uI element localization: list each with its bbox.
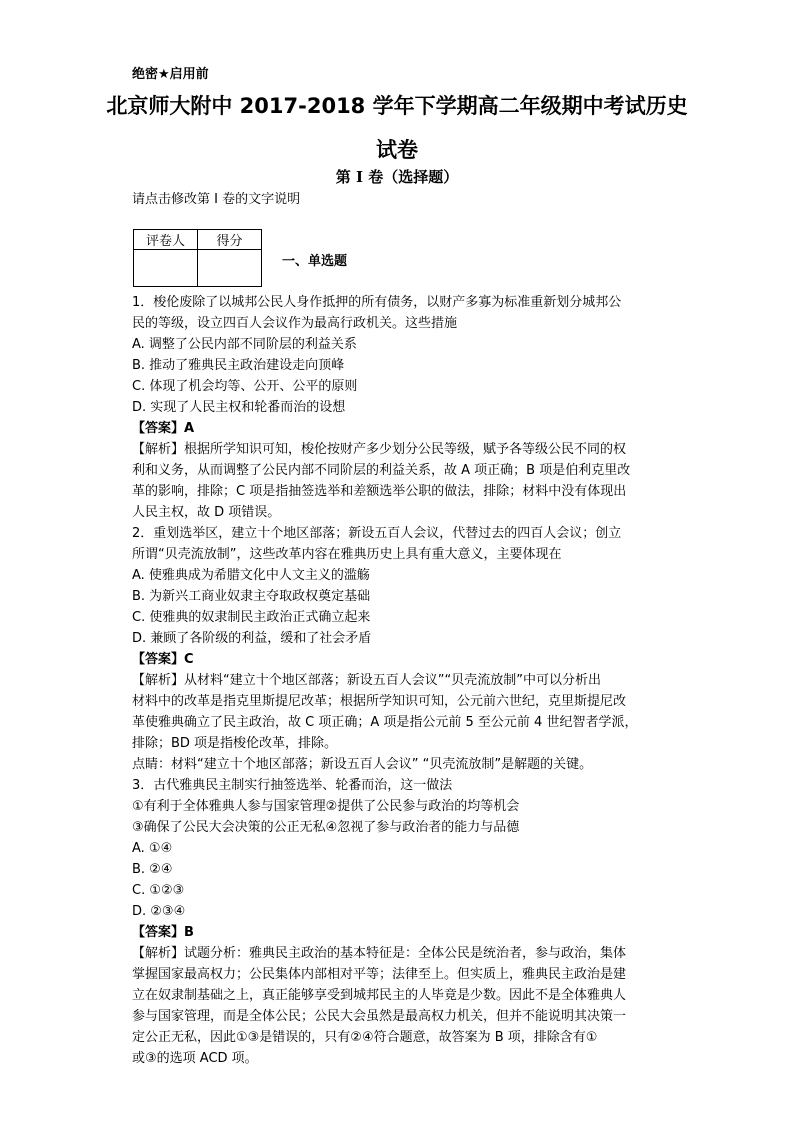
analysis-line: 利和义务，从而调整了公民内部不同阶层的利益关系，故 A 项正确；B 项是伯利克里改 [132, 463, 631, 478]
analysis-line: 革的影响，排除；C 项是指抽签选举和差额选举公职的做法，排除；材料中没有体现出 [132, 484, 627, 499]
option-line: C. ①②③ [132, 883, 185, 898]
option-line: A. ①④ [132, 841, 173, 856]
score-table-cell-score [198, 250, 262, 287]
option-line: B. 推动了雅典民主政治建设走向顶峰 [132, 358, 345, 373]
text-line: 民的等级，设立四百人会议作为最高行政机关。这些措施 [132, 316, 458, 331]
text-line: 2．重划选举区，建立十个地区部落；新设五百人会议，代替过去的四百人会议；创立 [132, 526, 622, 541]
score-table-header-grader: 评卷人 [134, 230, 198, 250]
score-table [133, 229, 262, 287]
text-line: 1．梭伦废除了以城邦公民人身作抵押的所有债务，以财产多寡为标准重新划分城邦公 [132, 295, 622, 310]
exam-title-line1: 北京师大附中 2017-2018 学年下学期高二年级期中考试历史 [106, 94, 688, 118]
analysis-line: 或③的选项 ACD 项。 [132, 1051, 258, 1066]
answer-line: 【答案】B [132, 925, 194, 940]
analysis-line: 定公正无私，因此①③是错误的，只有②④符合题意，故答案为 B 项，排除含有① [132, 1030, 598, 1045]
option-line: D. 实现了人民主权和轮番而治的设想 [132, 400, 346, 415]
analysis-line: 立在奴隶制基础之上，真正能够享受到城邦民主的人毕竟是少数。因此不是全体雅典人 [132, 988, 627, 1003]
analysis-line: 掌握国家最高权力；公民集体内部相对平等；法律至上。但实质上，雅典民主政治是建 [132, 967, 627, 982]
option-line: D. 兼顾了各阶级的利益，缓和了社会矛盾 [132, 631, 372, 646]
analysis-line: 排除；BD 项是指梭伦改革，排除。 [132, 736, 338, 751]
text-line: ①有利于全体雅典人参与国家管理②提供了公民参与政治的均等机会 [132, 799, 520, 814]
analysis-line: 【解析】试题分析：雅典民主政治的基本特征是：全体公民是统治者，参与政治，集体 [132, 946, 627, 961]
analysis-line: 【解析】从材料“建立十个地区部落；新设五百人会议”“贝壳流放制”中可以分析出 [132, 673, 601, 688]
analysis-line: 参与国家管理，而是全体公民；公民大会虽然是最高权力机关，但并不能说明其决策一 [132, 1009, 627, 1024]
analysis-line: 革使雅典确立了民主政治，故 C 项正确；A 项是指公元前 5 至公元前 4 世纪智者学派， [132, 715, 638, 730]
part-title: 第 I 卷（选择题） [335, 168, 459, 186]
analysis-line: 【解析】根据所学知识可知，梭伦按财产多少划分公民等级，赋予各等级公民不同的权 [132, 442, 627, 457]
option-line: A. 调整了公民内部不同阶层的利益关系 [132, 337, 357, 352]
score-table-header-score: 得分 [198, 230, 262, 250]
analysis-line: 人民主权，故 D 项错误。 [132, 505, 281, 520]
option-line: B. ②④ [132, 862, 173, 877]
answer-line: 【答案】C [132, 652, 194, 667]
secret-label: 绝密★启用前 [132, 67, 209, 82]
answer-line: 【答案】A [132, 421, 195, 436]
question-content [132, 292, 672, 1069]
analysis-line: 材料中的改革是指克里斯提尼改革；根据所学知识可知，公元前六世纪，克里斯提尼改 [132, 694, 627, 709]
score-table-cell-grader [134, 250, 198, 287]
text-line: ③确保了公民大会决策的公正无私④忽视了参与政治者的能力与品德 [132, 820, 520, 835]
option-line: C. 体现了机会均等、公开、公平的原则 [132, 379, 358, 394]
exam-title-line2: 试卷 [376, 138, 418, 162]
tip-line: 点睛：材料“建立十个地区部落；新设五百人会议” “贝壳流放制”是解题的关键。 [132, 757, 593, 772]
text-line: 3．古代雅典民主制实行抽签选举、轮番而治，这一做法 [132, 778, 453, 793]
text-line: 所谓“贝壳流放制”，这些改革内容在雅典历史上具有重大意义，主要体现在 [132, 547, 562, 562]
option-line: A. 使雅典成为希腊文化中人文主义的滥觞 [132, 568, 370, 583]
option-line: D. ②③④ [132, 904, 186, 919]
section-title: 一、单选题 [282, 254, 348, 269]
option-line: C. 使雅典的奴隶制民主政治正式确立起来 [132, 610, 371, 625]
part-note: 请点击修改第 I 卷的文字说明 [132, 192, 301, 207]
option-line: B. 为新兴工商业奴隶主夺取政权奠定基础 [132, 589, 371, 604]
